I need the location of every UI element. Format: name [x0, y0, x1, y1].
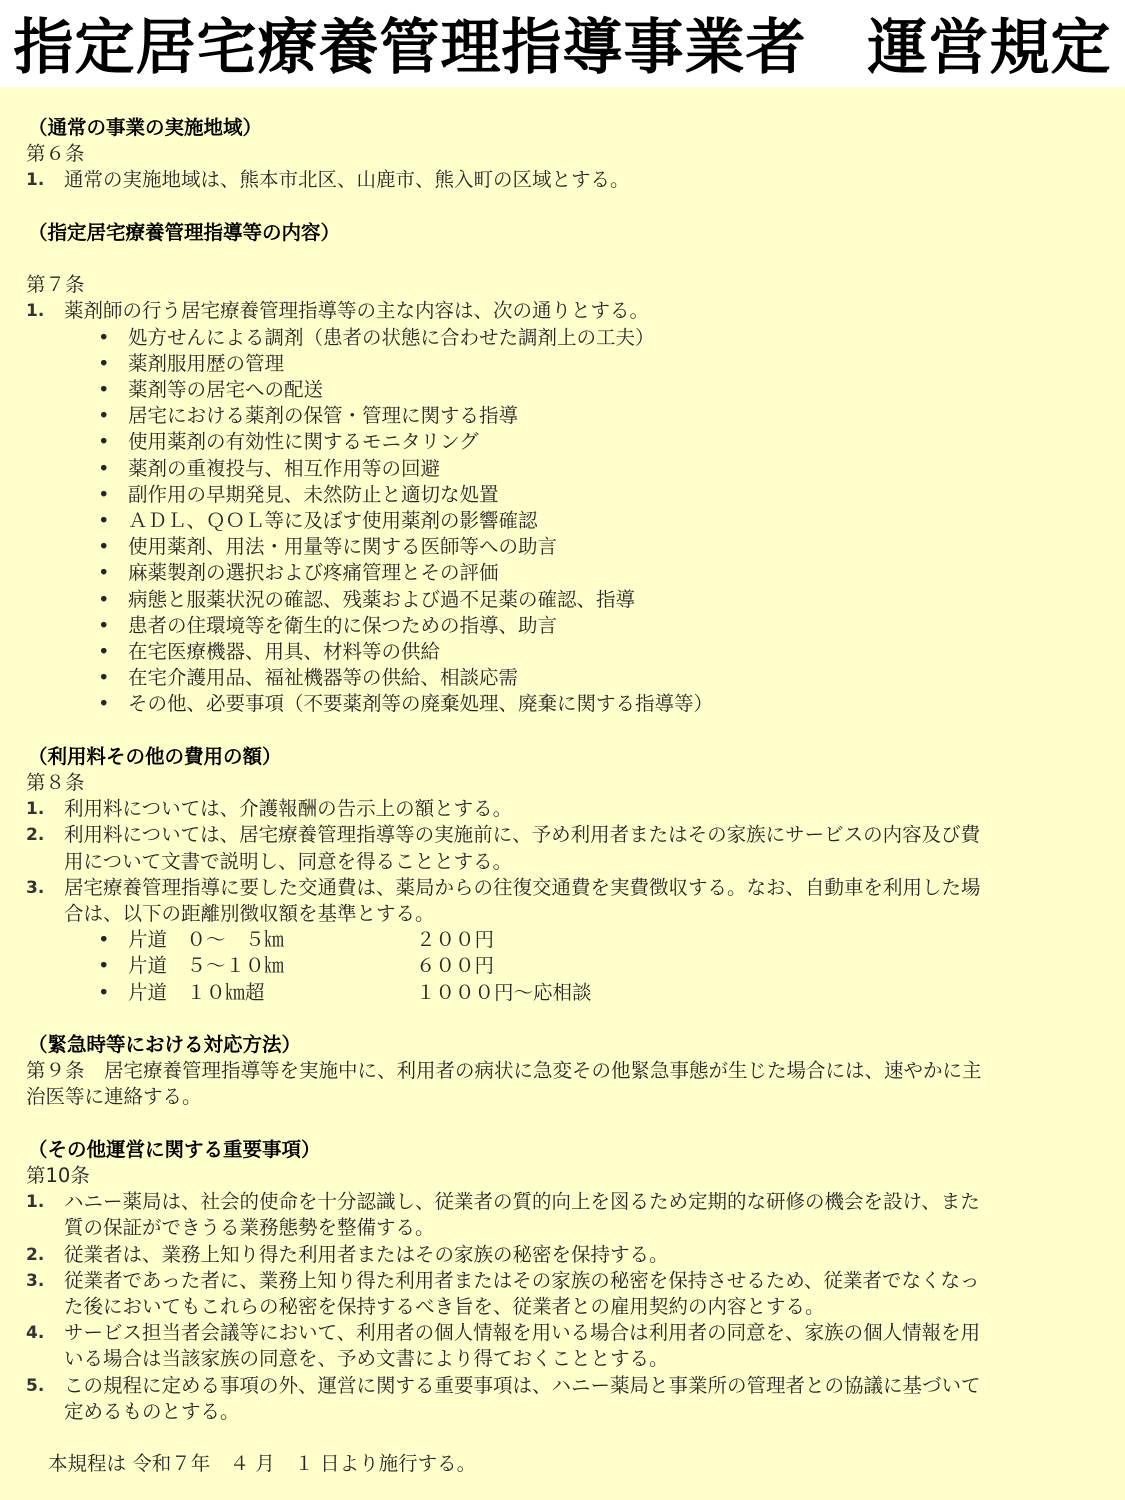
bullet-icon: •: [98, 980, 110, 1004]
bullet-text: 患者の住環境等を衛生的に保つための指導、助言: [128, 613, 558, 637]
section-heading-other: （その他運営に関する重要事項）: [28, 1137, 321, 1161]
bullet-text: 在宅医療機器、用具、材料等の供給: [128, 640, 441, 664]
numbered-item: [26, 298, 1097, 324]
bullet-item: [26, 351, 1097, 377]
fee-distance: 片道 ０～ ５㎞: [128, 928, 285, 952]
numbered-item: [26, 167, 1097, 193]
item-number: 4.: [26, 1323, 45, 1344]
bullet-text: 居宅における薬剤の保管・管理に関する指導: [128, 404, 519, 428]
bullet-icon: •: [98, 640, 110, 664]
section-heading-emergency: （緊急時等における対応方法）: [28, 1033, 302, 1057]
bullet-icon: •: [98, 325, 110, 349]
bullet-icon: •: [98, 456, 110, 480]
bullet-item: [26, 534, 1097, 560]
item-text: 従業者であった者に、業務上知り得た利用者またはその家族の秘密を保持させるため、従業者でなくなっ た後においてもこれらの秘密を保持するべき旨を、従業者との雇用契約の内容とする。: [64, 1268, 980, 1319]
numbered-item: [26, 1373, 1097, 1425]
fee-distance: 片道 ５～１０㎞: [128, 954, 285, 978]
bullet-icon: •: [98, 535, 110, 559]
item-number: 2.: [26, 1244, 45, 1265]
item-number: 3.: [26, 1270, 45, 1291]
article-8-label: 第８条: [26, 771, 85, 795]
bullet-item: [26, 377, 1097, 403]
bullet-text: ＡＤＬ、ＱＯＬ等に及ぼす使用薬剤の影響確認: [128, 509, 538, 533]
numbered-item: [26, 822, 1097, 874]
item-text: 利用料については、居宅療養管理指導等の実施前に、予め利用者またはその家族にサービスの内容及び費 用について文書で説明し、同意を得ることとする。: [64, 823, 981, 873]
bullet-text: 麻薬製剤の選択および疼痛管理とその評価: [128, 561, 499, 585]
effective-date-statement: 本規程は 令和７年 ４ 月 １ 日より施行する。: [48, 1452, 477, 1476]
numbered-item: [26, 875, 1097, 927]
bullet-text: 副作用の早期発見、未然防止と適切な処置: [128, 482, 499, 506]
bullet-icon: •: [98, 561, 110, 585]
bullet-icon: •: [98, 430, 110, 454]
numbered-item: [26, 1242, 1097, 1268]
item-text: 居宅療養管理指導に要した交通費は、薬局からの往復交通費を実費徴収する。なお、自動車を利用した場 合は、以下の距離別徴収額を基準とする。: [64, 875, 981, 926]
item-number: 3.: [26, 877, 45, 898]
bullet-item: [26, 508, 1097, 534]
fee-row: [26, 980, 1097, 1006]
item-text: 従業者は、業務上知り得た利用者またはその家族の秘密を保持する。: [64, 1242, 669, 1266]
bullet-text: 薬剤の重複投与、相互作用等の回避: [128, 456, 441, 480]
bullet-icon: •: [98, 509, 110, 533]
article-9-text: 第９条 居宅療養管理指導等を実施中に、利用者の病状に急変その他緊急事態が生じた場合には、速やかに主 治医等に連絡する。: [26, 1059, 982, 1109]
item-text: ハニー薬局は、社会的使命を十分認識し、従業者の質的向上を図るため定期的な研修の機会を設け、また 質の保証ができうる業務態勢を整備する。: [64, 1190, 980, 1240]
item-number: 1.: [26, 799, 45, 820]
bullet-text: 使用薬剤、用法・用量等に関する医師等への助言: [128, 535, 558, 559]
item-number: 1.: [26, 170, 45, 191]
bullet-item: [26, 482, 1097, 508]
item-number: 5.: [26, 1375, 45, 1396]
bullet-icon: •: [98, 928, 110, 952]
bullet-text: 薬剤服用歴の管理: [128, 351, 285, 375]
bullet-text: 使用薬剤の有効性に関するモニタリング: [128, 430, 479, 454]
numbered-item: [26, 1189, 1097, 1241]
bullet-item: [26, 325, 1097, 351]
item-text: 利用料については、介護報酬の告示上の額とする。: [64, 797, 513, 821]
bullet-item: [26, 456, 1097, 482]
section-heading-area: （通常の事業の実施地域）: [28, 116, 263, 139]
bullet-item: [26, 639, 1097, 665]
bullet-item: [26, 691, 1097, 717]
item-number: 1.: [26, 1192, 45, 1213]
bullet-item: [26, 665, 1097, 691]
fee-amount: １０００円～応相談: [416, 980, 592, 1004]
bullet-icon: •: [98, 692, 110, 716]
bullet-icon: •: [98, 666, 110, 690]
item-text: 通常の実施地域は、熊本市北区、山鹿市、熊入町の区域とする。: [64, 168, 630, 192]
numbered-item: [26, 1320, 1097, 1372]
bullet-icon: •: [98, 404, 110, 428]
fee-row: [26, 927, 1097, 953]
bullet-text: 薬剤等の居宅への配送: [128, 378, 324, 401]
bullet-item: [26, 560, 1097, 586]
bullet-icon: •: [98, 613, 110, 637]
section-heading-content: （指定居宅療養管理指導等の内容）: [28, 220, 341, 244]
bullet-item: [26, 587, 1097, 613]
item-text: サービス担当者会議等において、利用者の個人情報を用いる場合は利用者の同意を、家族の個人情報を用 いる場合は当該家族の同意を、予め文書により得ておくこととする。: [64, 1321, 981, 1371]
fee-amount: ２００円: [416, 928, 495, 952]
page-title: 指定居宅療養管理指導事業者 運営規定: [0, 0, 1125, 87]
bullet-text: 在宅介護用品、福祉機器等の供給、相談応需: [128, 666, 519, 690]
numbered-item: [26, 1268, 1097, 1320]
item-number: 2.: [26, 825, 45, 846]
bullet-icon: •: [98, 482, 110, 506]
item-number: 1.: [26, 301, 45, 322]
numbered-item: [26, 796, 1097, 822]
bullet-icon: •: [98, 378, 110, 401]
bullet-icon: •: [98, 351, 110, 375]
article-6-label: 第６条: [26, 142, 85, 166]
item-text: 薬剤師の行う居宅療養管理指導等の主な内容は、次の通りとする。: [64, 299, 650, 323]
fee-row: [26, 953, 1097, 979]
article-7-label: 第７条: [26, 273, 85, 297]
fee-distance: 片道 １０㎞超: [128, 980, 265, 1004]
bullet-item: [26, 613, 1097, 639]
article-10-label: 第10条: [26, 1164, 90, 1188]
bullet-item: [26, 403, 1097, 429]
bullet-item: [26, 429, 1097, 455]
bullet-icon: •: [98, 954, 110, 978]
bullet-text: 病態と服薬状況の確認、残薬および過不足薬の確認、指導: [128, 587, 636, 611]
bullet-text: その他、必要事項（不要薬剤等の廃棄処理、廃棄に関する指導等）: [128, 692, 714, 716]
fee-amount: ６００円: [416, 954, 495, 978]
bullet-text: 処方せんによる調剤（患者の状態に合わせた調剤上の工夫）: [128, 325, 655, 349]
item-text: この規程に定める事項の外、運営に関する重要事項は、ハニー薬局と事業所の管理者との協議に基づいて 定めるものとする。: [64, 1373, 981, 1423]
regulation-body: [0, 87, 1125, 1500]
bullet-icon: •: [98, 587, 110, 611]
section-heading-fees: （利用料その他の費用の額）: [28, 744, 282, 768]
